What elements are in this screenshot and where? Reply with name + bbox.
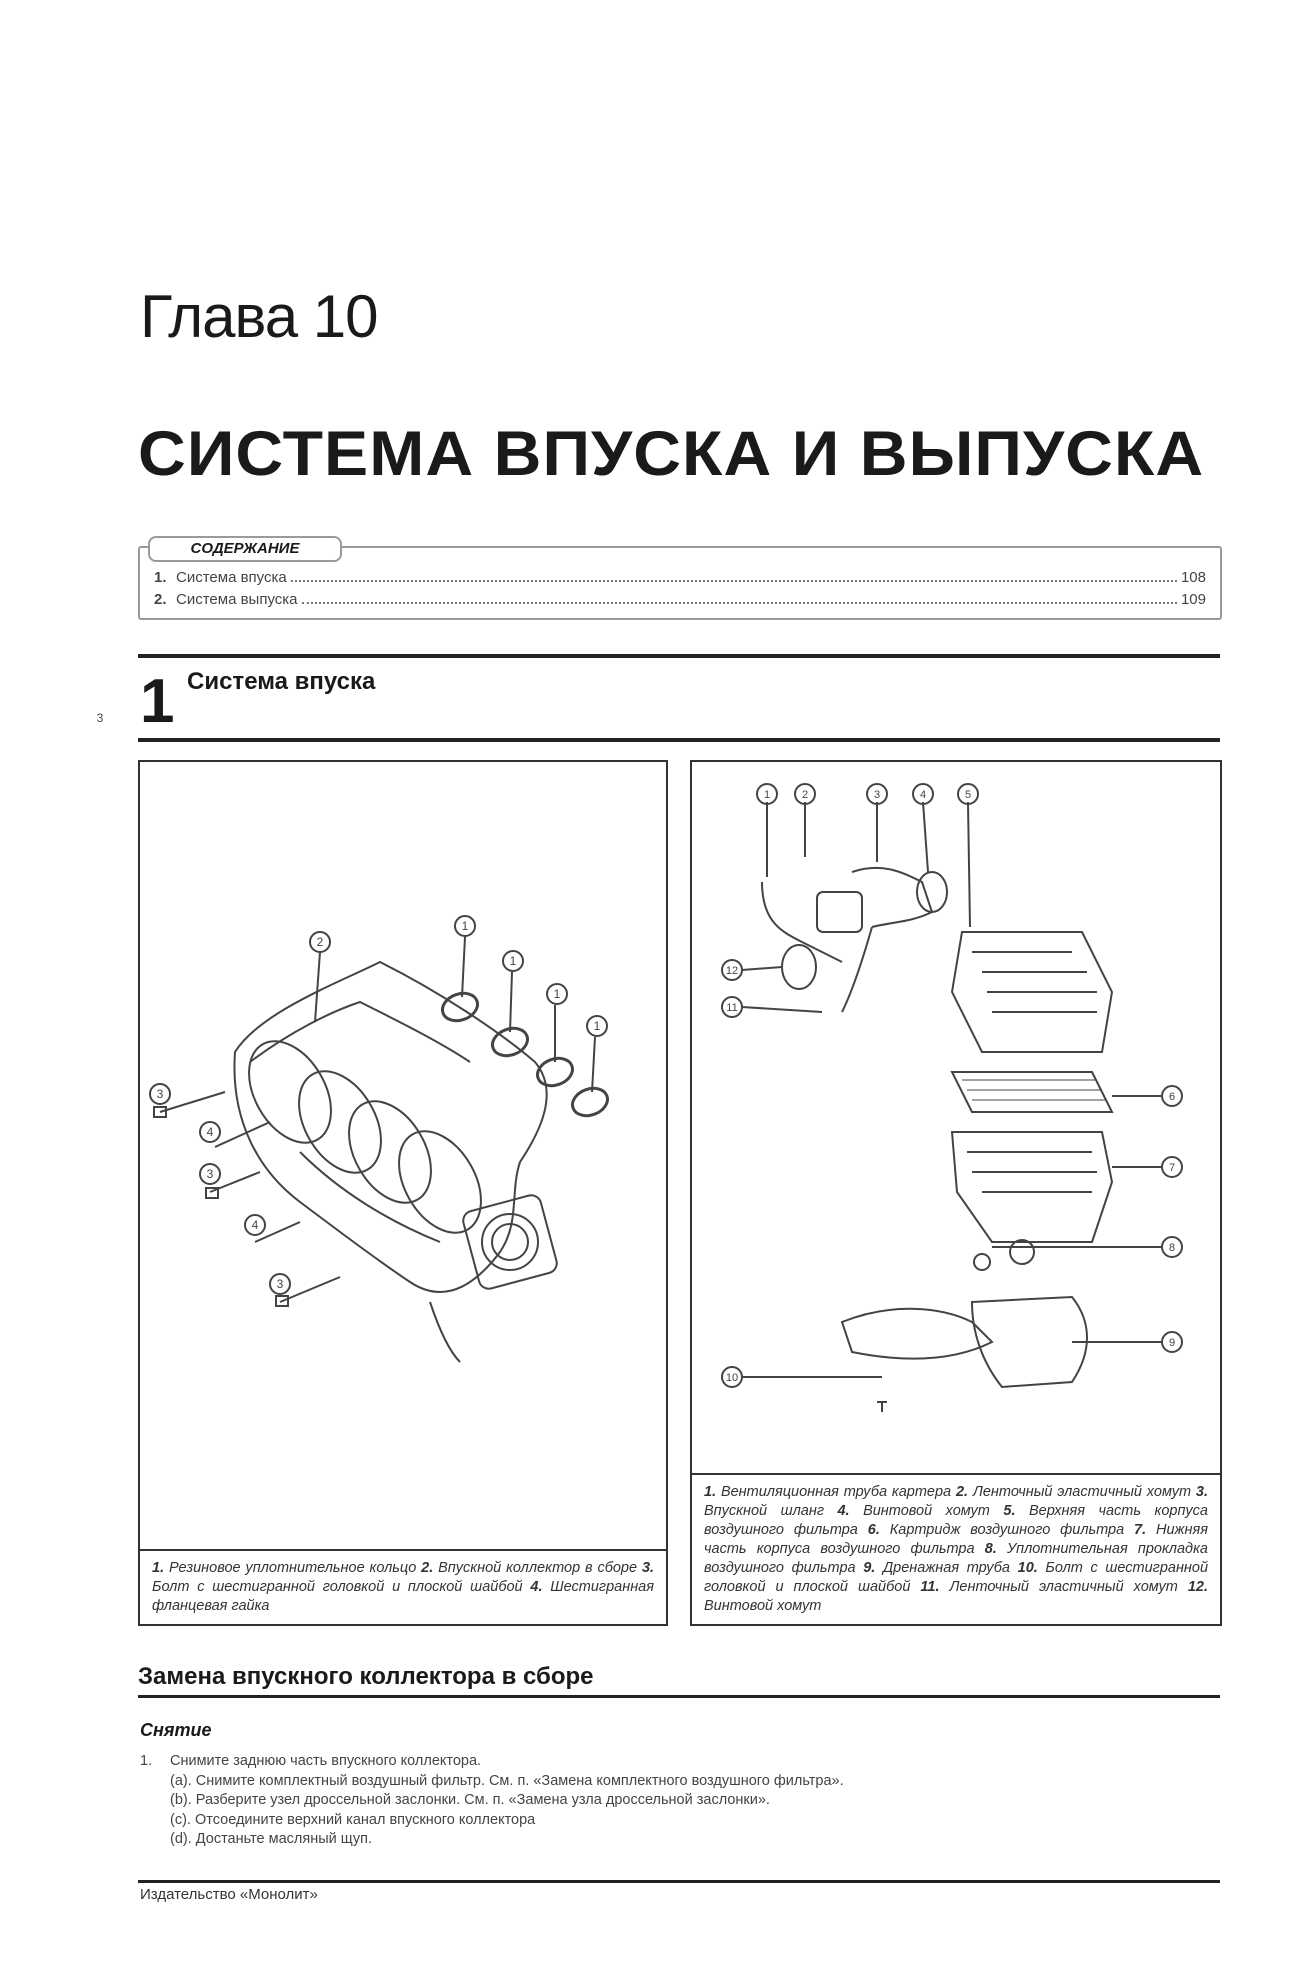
callout-3: 3	[873, 789, 881, 801]
callout-3: 3	[276, 1277, 284, 1291]
section-title: Система впуска	[187, 668, 376, 695]
procedure-steps	[140, 1752, 844, 1850]
callout-2: 2	[316, 935, 324, 949]
callout-3: 3	[156, 1087, 164, 1101]
callout-4: 4	[251, 1218, 259, 1232]
toc-heading: СОДЕРЖАНИЕ	[148, 536, 342, 562]
callout-12: 12	[725, 965, 739, 977]
callout-7: 7	[1168, 1162, 1176, 1174]
sub-step: (d). Достаньте масляный щуп.	[170, 1831, 372, 1847]
toc-page-number: 109	[1180, 591, 1206, 608]
toc-item-label: Система впуска	[176, 569, 287, 586]
intake-manifold-drawing	[96, 711, 666, 1542]
toc-item[interactable]: 2. Система выпуска 109	[154, 591, 1206, 608]
air-filter-figure	[690, 760, 1222, 1626]
leader-dots	[291, 580, 1177, 582]
callout-11: 11	[726, 1002, 738, 1014]
callout-1: 1	[553, 987, 561, 1001]
callout-10: 10	[725, 1372, 739, 1384]
callout-circles	[722, 784, 1182, 1387]
callout-1: 1	[593, 1019, 601, 1033]
toc-item[interactable]: 1. Система впуска 108	[154, 569, 1206, 586]
step-item: 1. Снимите заднюю часть впускного коллектора.	[140, 1753, 482, 1769]
section-top-rule	[138, 654, 1220, 658]
leader-dots	[302, 602, 1177, 604]
sub-step: (а). Снимите комплектный воздушный фильтр. См. п. «Замена комплектного воздушного фильтра».	[170, 1772, 844, 1789]
callout-1: 1	[763, 789, 771, 801]
page-title: СИСТЕМА ВПУСКА И ВЫПУСКА	[138, 419, 1205, 489]
callout-9: 9	[1168, 1337, 1176, 1349]
callout-4: 4	[206, 1125, 214, 1139]
figure-caption-left: 1. Резиновое уплотнительное кольцо 2. Впускной коллектор в сборе 3. Болт с шестигранной головкой и плоской шайбой 4. Шестигранная фланцевая гайка	[140, 1549, 666, 1624]
chapter-label: Глава 10	[140, 283, 378, 350]
figure-caption-right: 1. Вентиляционная труба картера 2. Ленточный эластичный хомут 3. Впускной шланг 4. Винтовой хомут 5. Верхняя часть корпуса воздушного фильтра 6. Картридж воздушного фильтра 7. Нижняя часть корпуса воздушного фильтра 8. Уплотнительная прокладка воздушного фильтра 9. Дренажная труба 10. Болт с шестигранной головкой и плоской шайбой 11. Ленточный эластичный хомут 12. Винтовой хомут	[692, 1473, 1220, 1624]
callout-6: 6	[1168, 1091, 1176, 1103]
callout-3: 3	[96, 711, 104, 725]
toc-item-label: Система выпуска	[176, 591, 298, 608]
subsection-title: Замена впускного коллектора в сборе	[138, 1663, 594, 1690]
section-bottom-rule	[138, 738, 1220, 742]
removal-heading: Снятие	[140, 1720, 212, 1740]
publisher-footer: Издательство «Монолит»	[140, 1886, 318, 1903]
callout-3: 3	[206, 1167, 214, 1181]
intake-manifold-figure	[96, 711, 668, 1626]
callout-1: 1	[509, 954, 517, 968]
callout-1: 1	[461, 919, 469, 933]
footer-rule	[138, 1880, 1220, 1883]
subsection-rule	[138, 1695, 1220, 1698]
callout-2: 2	[801, 789, 809, 801]
sub-step: (b). Разберите узел дроссельной заслонки. См. п. «Замена узла дроссельной заслонки».	[170, 1792, 770, 1808]
toc-page-number: 108	[1180, 569, 1206, 586]
air-filter-drawing	[692, 762, 1220, 1432]
callout-5: 5	[964, 789, 972, 801]
section-number: 1	[140, 667, 175, 736]
callout-4: 4	[919, 789, 927, 801]
sub-step: (c). Отсоедините верхний канал впускного коллектора	[170, 1811, 536, 1828]
callout-8: 8	[1168, 1242, 1176, 1254]
